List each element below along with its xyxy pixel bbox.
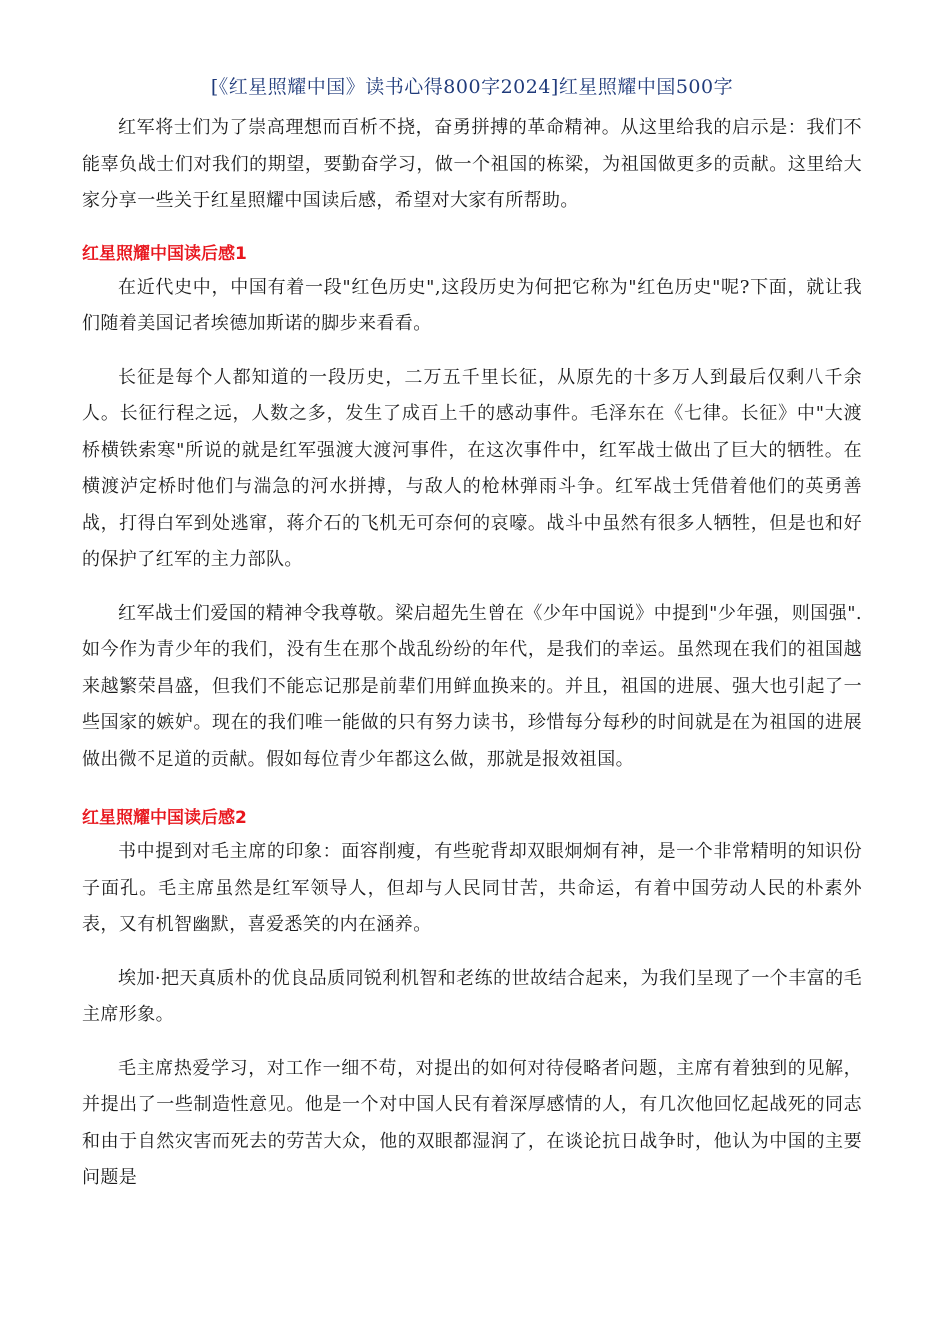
section-1-heading: 红星照耀中国读后感1 (82, 243, 247, 264)
intro-paragraph: 红军将士们为了崇高理想而百析不挠，奋勇拼搏的革命精神。从这里给我的启示是：我们不能辜负战士们对我们的期望，要勤奋学习，做一个祖国的栋梁，为祖国做更多的贡献。这里给大家分享一些关于红星照耀中国读后感，希望对大家有所帮助。 (82, 117, 862, 211)
section-2-paragraph-3: 毛主席热爱学习，对工作一细不苟，对提出的如何对待侵略者问题，主席有着独到的见解，并提出了一些制造性意见。他是一个对中国人民有着深厚感情的人，有几次他回忆起战死的同志和由于自然灾害而死去的劳苦大众，他的双眼都湿润了，在谈论抗日战争时，他认为中国的主要问题是 (82, 1057, 862, 1188)
document-title: [《红星照耀中国》读书心得800字2024]红星照耀中国500字 (210, 76, 734, 98)
section-1-paragraph-2: 长征是每个人都知道的一段历史，二万五千里长征，从原先的十多万人到最后仅剩八千余人。长征行程之远，人数之多，发生了成百上千的感动事件。毛泽东在《七律。长征》中"大渡桥横铁索寒"所说的就是红军强渡大渡河事件，在这次事件中，红军战士做出了巨大的牺牲。在横渡泸定桥时他们与湍急的河水拼搏，与敌人的枪林弹雨斗争。红军战士凭借着他们的英勇善战，打得白军到处逃窜，蒋介石的飞机无可奈何的哀嚎。战斗中虽然有很多人牺牲，但是也和好的保护了红军的主力部队。 (82, 366, 862, 570)
section-1 (82, 242, 862, 779)
section-2-paragraph-1: 书中提到对毛主席的印象：面容削瘦，有些驼背却双眼炯炯有神，是一个非常精明的知识份子面孔。毛主席虽然是红军领导人，但却与人民同甘苦，共命运，有着中国劳动人民的朴素外表，又有机智幽默，喜爱悉笑的内在涵养。 (82, 841, 862, 935)
section-2 (82, 806, 862, 1197)
section-2-paragraph-2: 埃加·把天真质朴的优良品质同锐利机智和老练的世故结合起来，为我们呈现了一个丰富的毛主席形象。 (82, 967, 862, 1025)
section-1-paragraph-1: 在近代史中，中国有着一段"红色历史",这段历史为何把它称为"红色历史"呢?下面，就让我们随着美国记者埃德加斯诺的脚步来看看。 (82, 276, 862, 334)
section-2-heading: 红星照耀中国读后感2 (82, 808, 247, 828)
document-page (82, 74, 862, 1214)
section-1-paragraph-3: 红军战士们爱国的精神令我尊敬。梁启超先生曾在《少年中国说》中提到"少年强，则国强".如今作为青少年的我们，没有生在那个战乱纷纷的年代，是我们的幸运。虽然现在我们的祖国越来越繁荣昌盛，但我们不能忘记那是前辈们用鲜血换来的。并且，祖国的进展、强大也引起了一些国家的嫉妒。现在的我们唯一能做的只有努力读书，珍惜每分每秒的时间就是在为祖国的进展做出微不足道的贡献。假如每位青少年都这么做，那就是报效祖国。 (82, 602, 862, 770)
